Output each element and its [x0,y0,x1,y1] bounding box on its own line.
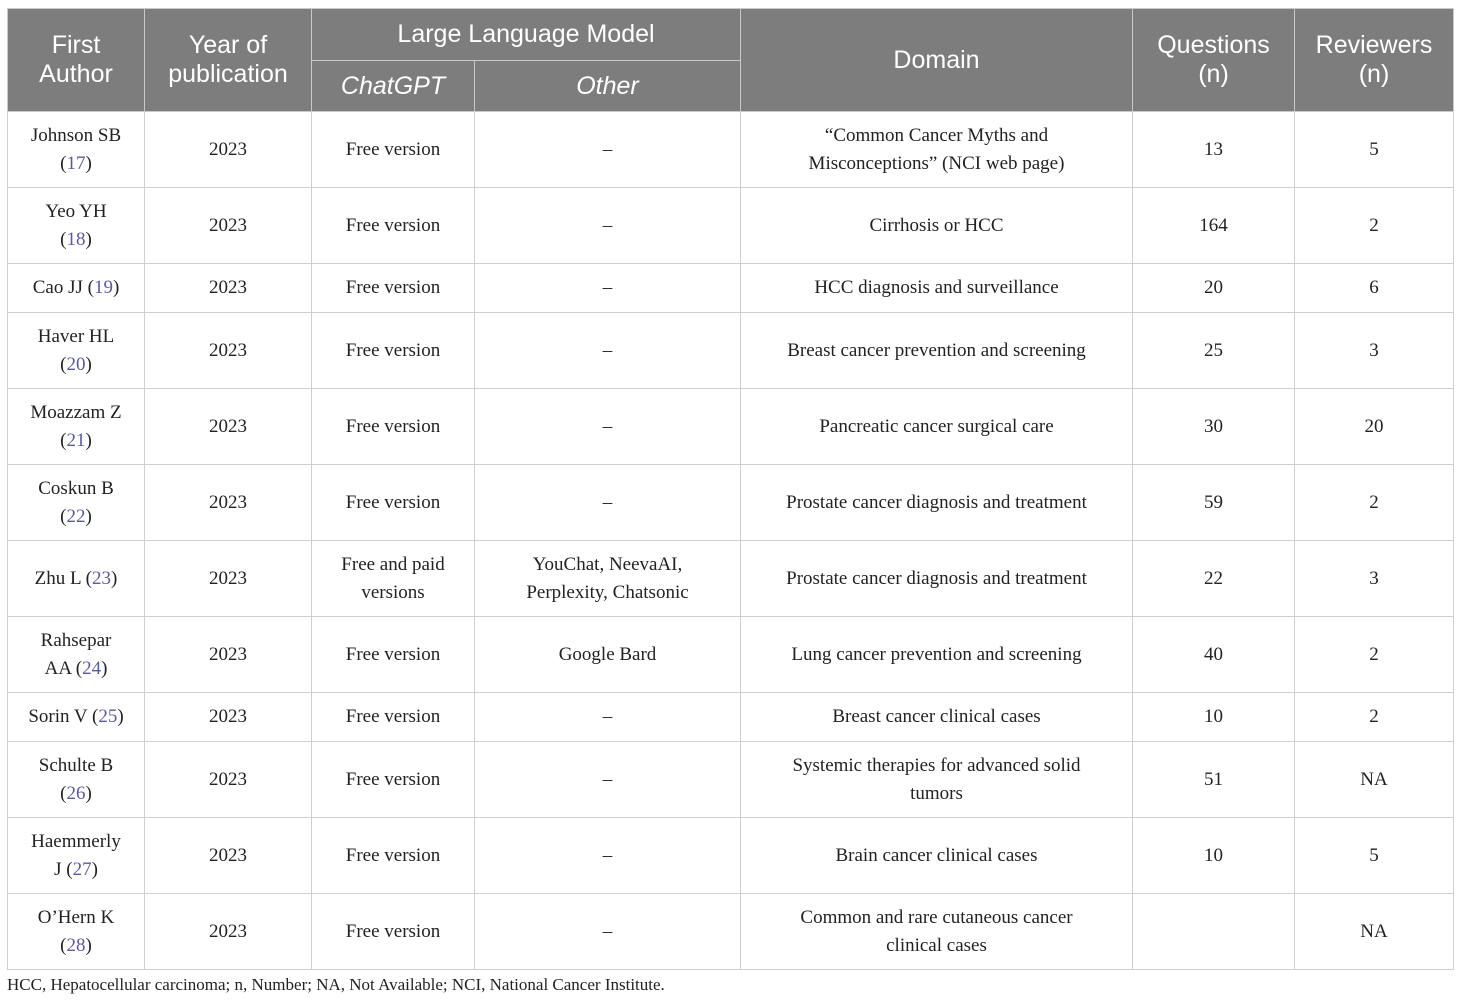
header-reviewers: Reviewers (n) [1295,9,1454,112]
chatgpt-cell [312,541,475,617]
author-cell: Schulte B (26) [8,742,145,818]
other-llm-cell [475,389,741,465]
reviewers-cell: 5 [1295,112,1454,188]
chatgpt-cell [312,112,475,188]
other-llm-cell [475,465,741,541]
year-cell: 2023 [145,264,312,313]
text-line: Pancreatic cancer surgical care [819,415,1054,437]
year-cell: 2023 [145,112,312,188]
domain-cell [741,894,1133,970]
year-cell: 2023 [145,742,312,818]
text-line: Schulte B [38,755,114,776]
text-line: Lung cancer prevention and screening [791,643,1082,665]
reference-link[interactable]: 23 [92,567,111,589]
table-footnote: HCC, Hepatocellular carcinoma; n, Number; NA, Not Available; NCI, National Cancer Institute. [7,975,665,994]
reviewers-cell: 2 [1295,617,1454,693]
year-cell: 2023 [145,541,312,617]
reviewers-cell: 2 [1295,693,1454,742]
domain-cell [741,541,1133,617]
author-cell: Haemmerly J (27) [8,818,145,894]
domain-cell [741,112,1133,188]
text-line: Free version [345,768,441,790]
domain-cell [741,264,1133,313]
text-line: – [602,214,613,236]
text-line: Brain cancer clinical cases [835,844,1038,866]
questions-cell: 59 [1133,465,1295,541]
chatgpt-cell [312,894,475,970]
other-llm-cell [475,742,741,818]
header-other: Other [475,61,741,112]
text-line: – [602,844,613,866]
reviewers-cell: NA [1295,742,1454,818]
text-line: Common and rare cutaneous cancer [800,907,1073,928]
text-line: – [602,491,613,513]
table-row [8,112,1454,188]
table-row [8,693,1454,742]
year-cell: 2023 [145,617,312,693]
reference-link[interactable]: 24 [82,657,102,679]
table-row [8,742,1454,818]
other-llm-cell [475,894,741,970]
questions-cell: 20 [1133,264,1295,313]
chatgpt-cell [312,742,475,818]
author-cell: O’Hern K (28) [8,894,145,970]
text-line: Free version [345,920,441,942]
questions-cell: 25 [1133,313,1295,389]
author-cell: Sorin V (25) [8,693,145,742]
author-cell: Coskun B (22) [8,465,145,541]
domain-cell [741,742,1133,818]
header-chatgpt: ChatGPT [312,61,475,112]
text-line: Haemmerly [31,831,121,852]
author-cell: Johnson SB (17) [8,112,145,188]
reference-link[interactable]: 18 [66,228,86,250]
table-row [8,617,1454,693]
reference-link[interactable]: 21 [66,429,86,451]
chatgpt-cell [312,617,475,693]
text-line: Haver HL [37,326,115,347]
reviewers-cell: NA [1295,894,1454,970]
author-cell: Rahsepar AA (24) [8,617,145,693]
reference-link[interactable]: 22 [66,505,86,527]
table-row [8,465,1454,541]
text-line: – [602,339,613,361]
reference-link[interactable]: 19 [93,277,113,299]
text-line: Zhu L [34,567,81,589]
text-line: Johnson SB [30,125,122,146]
text-line: Rahsepar [40,630,112,651]
reference-link[interactable]: 25 [98,706,118,728]
other-llm-cell [475,693,741,742]
table-row [8,894,1454,970]
text-line: Free version [345,415,441,437]
text-line: – [602,768,613,790]
domain-cell [741,313,1133,389]
text-line: Free version [345,844,441,866]
header-questions: Questions (n) [1133,9,1295,112]
text-line: “Common Cancer Myths and [824,125,1049,146]
reviewers-cell: 6 [1295,264,1454,313]
chatgpt-cell [312,818,475,894]
domain-cell [741,465,1133,541]
text-line: J [54,858,62,880]
text-line: Free version [345,138,441,160]
text-line: versions [361,581,425,603]
year-cell: 2023 [145,313,312,389]
other-llm-cell [475,818,741,894]
reviewers-cell: 3 [1295,313,1454,389]
reviewers-cell: 3 [1295,541,1454,617]
other-llm-cell [475,264,741,313]
year-cell: 2023 [145,693,312,742]
text-line: Moazzam Z [30,402,122,423]
text-line: Free and paid [341,554,445,575]
questions-cell: 10 [1133,818,1295,894]
year-cell: 2023 [145,818,312,894]
text-line: Misconceptions” (NCI web page) [808,152,1065,174]
text-line: Breast cancer prevention and screening [787,339,1086,361]
text-line: Google Bard [558,643,657,665]
text-line: Free version [345,706,441,728]
domain-cell [741,617,1133,693]
text-line: AA [44,657,71,679]
questions-cell: 51 [1133,742,1295,818]
text-line: Yeo YH [45,201,107,222]
text-line: Coskun B [38,478,114,499]
table-body [8,112,1454,970]
text-line: Perplexity, Chatsonic [526,581,689,603]
reviewers-cell: 20 [1295,389,1454,465]
questions-cell: 22 [1133,541,1295,617]
header-domain: Domain [741,9,1133,112]
text-line: Free version [345,339,441,361]
table-header [8,9,1454,112]
table-row [8,313,1454,389]
text-line: Free version [345,277,441,299]
text-line: Free version [345,214,441,236]
questions-cell: 10 [1133,693,1295,742]
questions-cell [1133,894,1295,970]
table-row [8,818,1454,894]
reviewers-cell: 5 [1295,818,1454,894]
reference-link[interactable]: 26 [66,782,86,804]
questions-cell: 40 [1133,617,1295,693]
table-row [8,541,1454,617]
chatgpt-cell [312,389,475,465]
author-cell: Zhu L (23) [8,541,145,617]
domain-cell [741,188,1133,264]
text-line: Prostate cancer diagnosis and treatment [786,567,1087,589]
chatgpt-cell [312,693,475,742]
reference-link[interactable]: 20 [66,353,86,375]
author-cell: Moazzam Z (21) [8,389,145,465]
text-line: – [602,920,613,942]
chatgpt-cell [312,465,475,541]
domain-cell [741,389,1133,465]
text-line: O’Hern K [37,907,115,928]
reference-link[interactable]: 28 [66,934,86,956]
table-row [8,188,1454,264]
other-llm-cell [475,112,741,188]
text-line: – [602,706,613,728]
chatgpt-cell [312,264,475,313]
reviewers-cell: 2 [1295,465,1454,541]
other-llm-cell [475,188,741,264]
text-line: Sorin V [28,706,88,728]
text-line: YouChat, NeevaAI, [532,554,683,575]
reference-link[interactable]: 27 [72,858,92,880]
text-line: Prostate cancer diagnosis and treatment [786,491,1087,513]
text-line: – [602,138,613,160]
header-first-author: First Author [8,9,145,112]
header-year: Year of publication [145,9,312,112]
text-line: Free version [345,491,441,513]
text-line: Cirrhosis or HCC [869,214,1004,236]
other-llm-cell [475,617,741,693]
text-line: HCC diagnosis and surveillance [814,277,1059,299]
text-line: – [602,277,613,299]
chatgpt-cell [312,313,475,389]
domain-cell [741,818,1133,894]
year-cell: 2023 [145,894,312,970]
text-line: clinical cases [886,934,987,956]
domain-cell [741,693,1133,742]
year-cell: 2023 [145,465,312,541]
text-line: Free version [345,643,441,665]
studies-table [7,8,1454,970]
reference-link[interactable]: 17 [66,152,86,174]
other-llm-cell [475,313,741,389]
text-line: tumors [910,782,963,804]
year-cell: 2023 [145,389,312,465]
text-line: Cao JJ [32,277,83,299]
other-llm-cell [475,541,741,617]
questions-cell: 164 [1133,188,1295,264]
reviewers-cell: 2 [1295,188,1454,264]
author-cell: Yeo YH (18) [8,188,145,264]
header-llm: Large Language Model [312,9,741,61]
table-row [8,389,1454,465]
chatgpt-cell [312,188,475,264]
text-line: – [602,415,613,437]
questions-cell: 13 [1133,112,1295,188]
text-line: Systemic therapies for advanced solid [792,755,1081,776]
year-cell: 2023 [145,188,312,264]
table-row [8,264,1454,313]
questions-cell: 30 [1133,389,1295,465]
table-container [7,8,1453,970]
text-line: Breast cancer clinical cases [832,706,1041,728]
author-cell: Cao JJ (19) [8,264,145,313]
author-cell: Haver HL (20) [8,313,145,389]
